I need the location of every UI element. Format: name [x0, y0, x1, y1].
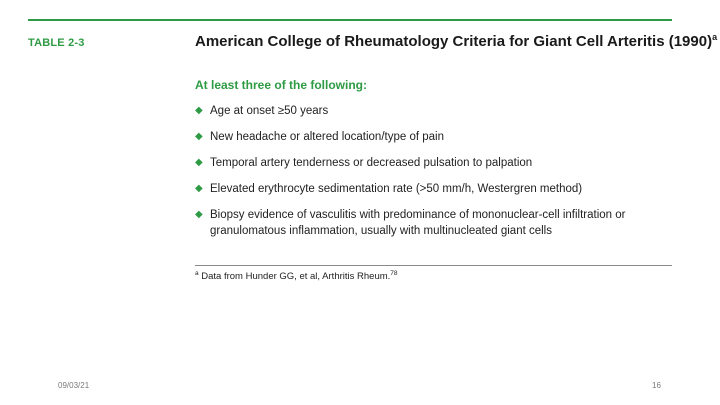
criteria-item	[195, 181, 665, 197]
slide-number: 16	[652, 381, 661, 390]
footnote-text: Data from Hunder GG, et al, Arthritis Rheum.	[198, 271, 391, 282]
criteria-subheading: At least three of the following:	[195, 78, 368, 92]
table-label: TABLE 2-3	[28, 37, 85, 49]
criteria-item	[195, 129, 665, 145]
table-title	[195, 33, 717, 50]
diamond-bullet-icon: ◆	[195, 105, 203, 116]
criteria-item	[195, 155, 665, 171]
criteria-item	[195, 103, 665, 119]
criteria-list	[195, 103, 665, 249]
diamond-bullet-icon: ◆	[195, 131, 203, 142]
slide-date: 09/03/21	[58, 381, 90, 390]
criteria-text: Age at onset ≥50 years	[210, 105, 329, 117]
criteria-text: New headache or altered location/type of pain	[210, 131, 444, 143]
criteria-text: Elevated erythrocyte sedimentation rate (>50 mm/h, Westergren method)	[210, 183, 583, 195]
table-footnote	[195, 271, 398, 282]
table-top-rule	[28, 19, 672, 21]
title-footnote-marker: a	[712, 32, 718, 42]
table-title-text: American College of Rheumatology Criteria for Giant Cell Arteritis (1990)	[195, 33, 713, 50]
diamond-bullet-icon: ◆	[195, 183, 203, 194]
table-bottom-rule	[195, 265, 672, 266]
diamond-bullet-icon: ◆	[195, 157, 203, 168]
criteria-text: Biopsy evidence of vasculitis with predominance of mononuclear-cell infiltration or granulomatous inflammation, usually with multinucleated giant cells	[210, 209, 626, 237]
diamond-bullet-icon: ◆	[195, 209, 203, 220]
footnote-marker: a	[195, 269, 199, 277]
criteria-text: Temporal artery tenderness or decreased pulsation to palpation	[210, 157, 533, 169]
criteria-item	[195, 207, 665, 239]
footnote-reference: 78	[390, 269, 398, 277]
